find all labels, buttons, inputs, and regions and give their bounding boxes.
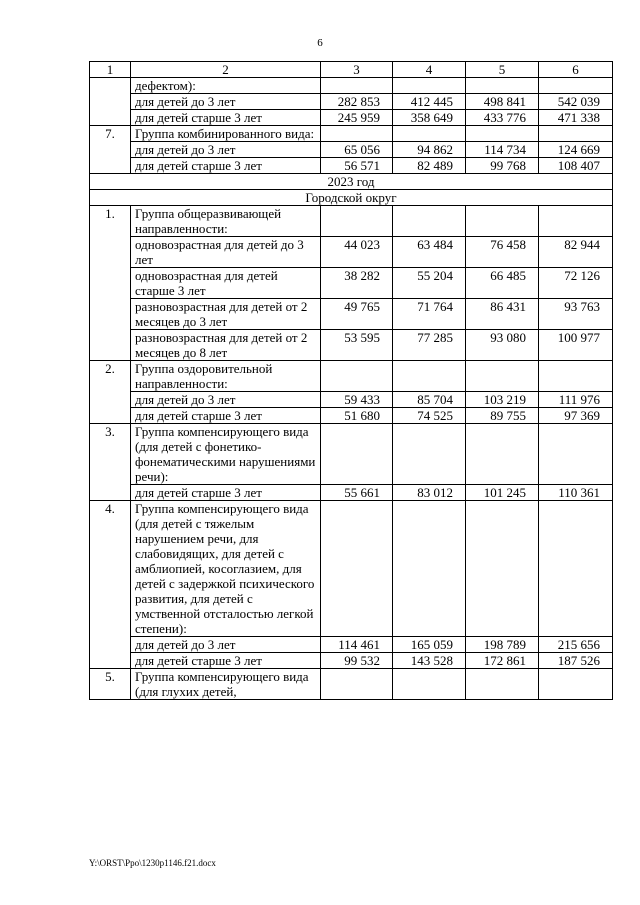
value-cell: 108 407 [539,158,613,174]
value-cell [393,361,466,392]
row-number: 7. [90,126,131,174]
value-cell [466,424,539,485]
row-label: одновозрастная для детей старше 3 лет [131,268,321,299]
value-cell: 100 977 [539,330,613,361]
table-row [90,158,613,174]
value-cell: 498 841 [466,94,539,110]
value-cell [539,206,613,237]
section-header-row [90,174,613,190]
value-cell: 198 789 [466,637,539,653]
header-cell: 4 [393,62,466,78]
value-cell: 165 059 [393,637,466,653]
value-cell: 358 649 [393,110,466,126]
table-row [90,299,613,330]
value-cell [466,361,539,392]
value-cell: 56 571 [321,158,393,174]
row-number: 3. [90,424,131,501]
value-cell: 99 532 [321,653,393,669]
value-cell: 114 461 [321,637,393,653]
row-label: Группа общеразвивающей направленности: [131,206,321,237]
value-cell: 282 853 [321,94,393,110]
table-row [90,126,613,142]
table-row [90,206,613,237]
value-cell: 44 023 [321,237,393,268]
value-cell: 412 445 [393,94,466,110]
value-cell [393,206,466,237]
table-row [90,408,613,424]
row-number: 2. [90,361,131,424]
value-cell: 187 526 [539,653,613,669]
value-cell [393,501,466,637]
row-label: Группа оздоровительной направленности: [131,361,321,392]
value-cell: 111 976 [539,392,613,408]
row-label: Группа компенсирующего вида (для глухих детей, [131,669,321,700]
value-cell: 103 219 [466,392,539,408]
value-cell [539,501,613,637]
table-row [90,392,613,408]
table-row [90,237,613,268]
value-cell: 471 338 [539,110,613,126]
value-cell [321,361,393,392]
header-cell: 2 [131,62,321,78]
table-row [90,78,613,94]
table-row [90,142,613,158]
header-cell: 1 [90,62,131,78]
header-cell: 6 [539,62,613,78]
value-cell [466,78,539,94]
value-cell: 89 755 [466,408,539,424]
value-cell: 93 080 [466,330,539,361]
value-cell: 63 484 [393,237,466,268]
value-cell: 76 458 [466,237,539,268]
header-cell: 5 [466,62,539,78]
row-label: Группа комбинированного вида: [131,126,321,142]
value-cell: 114 734 [466,142,539,158]
row-label: для детей старше 3 лет [131,408,321,424]
value-cell: 101 245 [466,485,539,501]
table-row [90,110,613,126]
value-cell [539,361,613,392]
value-cell [539,669,613,700]
value-cell: 38 282 [321,268,393,299]
row-label: для детей до 3 лет [131,94,321,110]
value-cell: 72 126 [539,268,613,299]
value-cell: 97 369 [539,408,613,424]
table-row [90,330,613,361]
value-cell [321,126,393,142]
value-cell: 59 433 [321,392,393,408]
value-cell: 53 595 [321,330,393,361]
section-header-row [90,190,613,206]
table-row [90,361,613,392]
value-cell: 85 704 [393,392,466,408]
value-cell [393,126,466,142]
value-cell: 110 361 [539,485,613,501]
page-number: 6 [317,37,323,49]
row-number [90,78,131,126]
value-cell [466,126,539,142]
table-row [90,485,613,501]
section-title: 2023 год [90,174,613,190]
value-cell: 82 944 [539,237,613,268]
table-row [90,669,613,700]
value-cell: 55 661 [321,485,393,501]
value-cell: 94 862 [393,142,466,158]
value-cell [539,424,613,485]
table-row [90,268,613,299]
row-label: для детей до 3 лет [131,637,321,653]
value-cell: 93 763 [539,299,613,330]
value-cell [393,669,466,700]
value-cell: 245 959 [321,110,393,126]
value-cell: 74 525 [393,408,466,424]
value-cell [466,206,539,237]
value-cell: 99 768 [466,158,539,174]
file-path-footer: Y:\ORST\Ppo\1230p1146.f21.docx [89,858,216,868]
value-cell [539,126,613,142]
row-number: 5. [90,669,131,700]
value-cell: 55 204 [393,268,466,299]
table-row [90,94,613,110]
value-cell [321,78,393,94]
value-cell [466,669,539,700]
value-cell: 71 764 [393,299,466,330]
value-cell: 215 656 [539,637,613,653]
value-cell: 172 861 [466,653,539,669]
value-cell: 65 056 [321,142,393,158]
value-cell [321,501,393,637]
table-row [90,501,613,637]
row-label: разновозрастная для детей от 2 месяцев до 8 лет [131,330,321,361]
table-header-row [90,62,613,78]
row-label: для детей старше 3 лет [131,485,321,501]
value-cell [393,424,466,485]
value-cell [321,206,393,237]
row-label: для детей старше 3 лет [131,653,321,669]
value-cell: 83 012 [393,485,466,501]
row-label: Группа компенсирующего вида (для детей с тяжелым нарушением речи, для слабовидящих, для детей с амблиопией, косоглазием, для детей с задержкой психического развития, для детей с умственной отсталостью легкой степени): [131,501,321,637]
table-row [90,653,613,669]
value-cell [393,78,466,94]
row-number: 1. [90,206,131,361]
data-table [89,61,613,700]
value-cell: 51 680 [321,408,393,424]
value-cell [539,78,613,94]
row-label: для детей старше 3 лет [131,158,321,174]
value-cell [466,501,539,637]
value-cell: 433 776 [466,110,539,126]
row-number: 4. [90,501,131,669]
row-label: для детей до 3 лет [131,392,321,408]
value-cell: 66 485 [466,268,539,299]
row-label: для детей старше 3 лет [131,110,321,126]
value-cell: 82 489 [393,158,466,174]
table-row [90,637,613,653]
value-cell: 86 431 [466,299,539,330]
row-label: Группа компенсирующего вида (для детей с фонетико-фонематическими нарушениями речи): [131,424,321,485]
row-label: одновозрастная для детей до 3 лет [131,237,321,268]
row-label: дефектом): [131,78,321,94]
value-cell: 49 765 [321,299,393,330]
value-cell: 542 039 [539,94,613,110]
value-cell: 77 285 [393,330,466,361]
value-cell [321,669,393,700]
table-row [90,424,613,485]
value-cell: 143 528 [393,653,466,669]
header-cell: 3 [321,62,393,78]
section-title: Городской округ [90,190,613,206]
value-cell: 124 669 [539,142,613,158]
row-label: разновозрастная для детей от 2 месяцев до 3 лет [131,299,321,330]
row-label: для детей до 3 лет [131,142,321,158]
value-cell [321,424,393,485]
